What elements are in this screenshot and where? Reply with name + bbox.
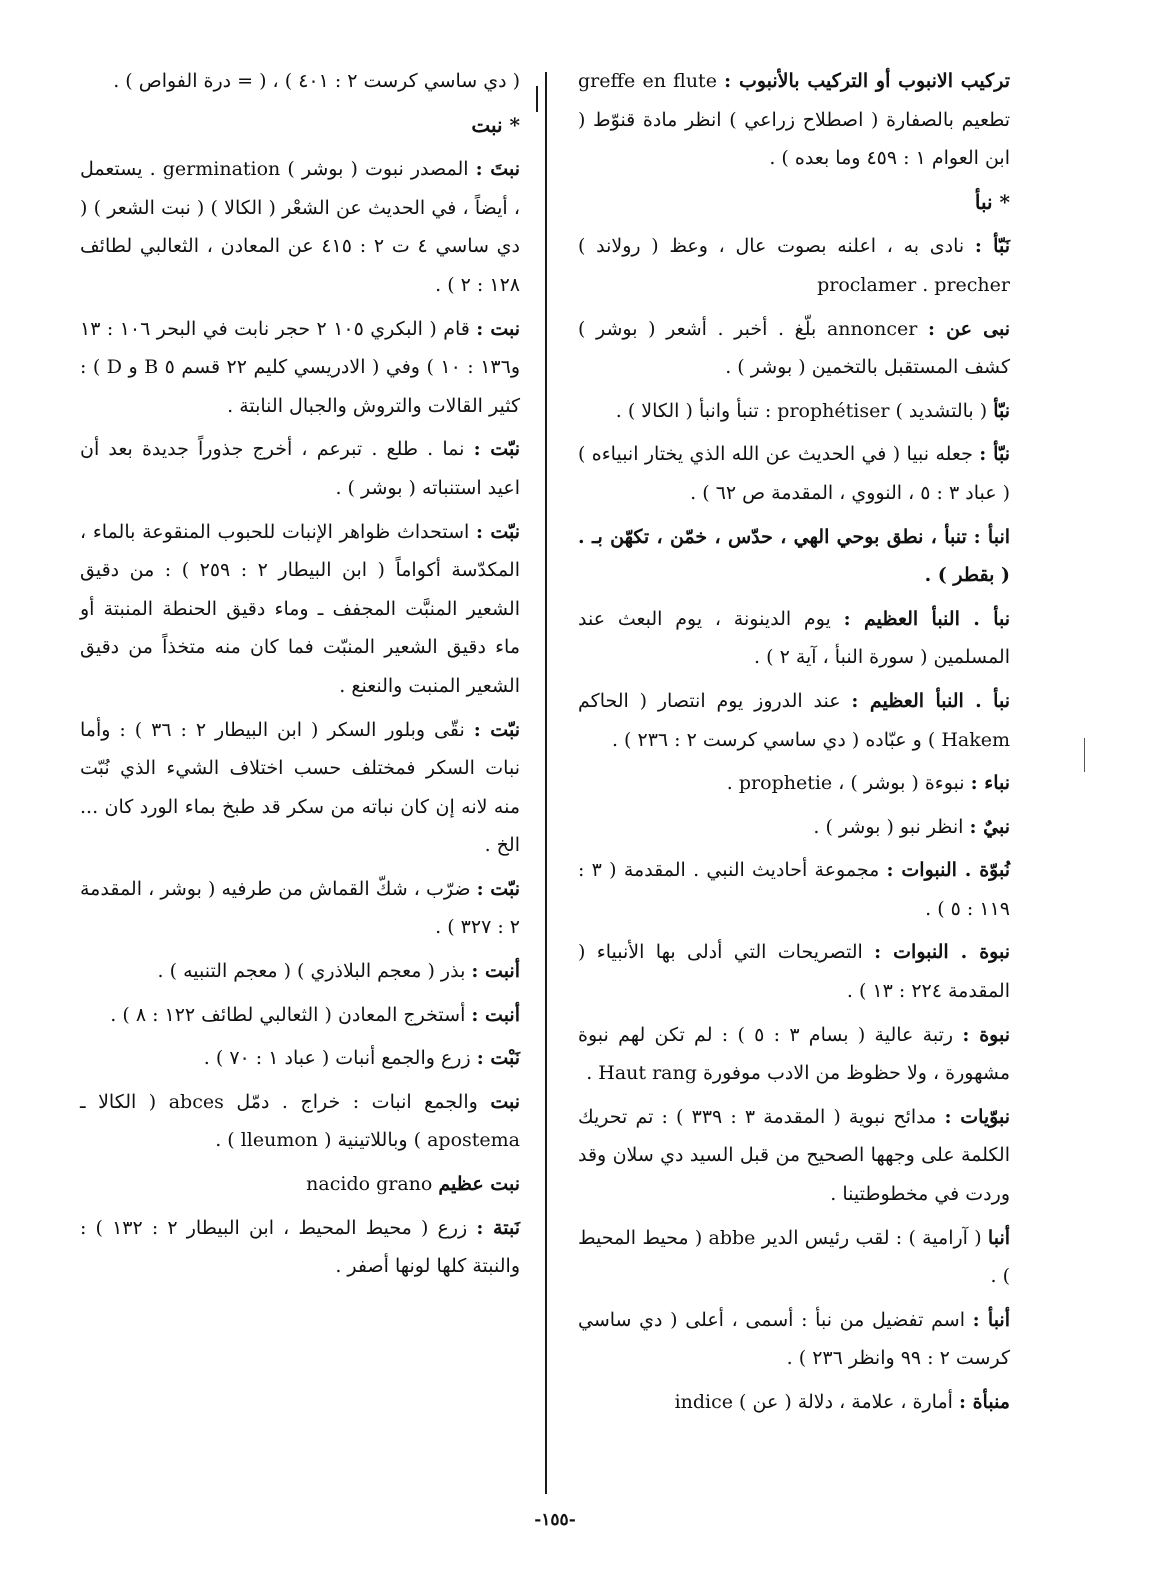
entry-definition: زرع ( محيط المحيط ، ابن البيطار ٢ : ١٣٢ ) : والنبتة كلها لونها أصفر . — [80, 1216, 520, 1278]
entry-headword: نبأ . النبأ العظيم : — [843, 607, 1011, 630]
right-column-entry — [578, 518, 1010, 595]
entry-headword: أنبت : — [471, 1003, 520, 1026]
entry-definition: ضرّب ، شكّ القماش من طرفيه ( بوشر ، المقدمة ٢ : ٣٢٧ ) . — [80, 877, 520, 939]
entry-headword: * نبت — [471, 112, 520, 137]
entry-headword: نبت : — [476, 317, 521, 340]
left-column-entry — [80, 996, 520, 1035]
right-column-entry — [578, 62, 1010, 178]
entry-definition: أمارة ، علامة ، دلالة ( عن ) indice — [674, 1391, 953, 1413]
entry-definition: نبوءة ( بوشر ) ، prophetie . — [726, 772, 965, 795]
entry-headword: نبّأ — [993, 399, 1010, 422]
entry-headword: أنبت : — [471, 960, 520, 983]
entry-headword: نبّأ : — [979, 443, 1010, 466]
entry-definition: nacido grano — [306, 1173, 433, 1196]
entry-definition: مجموعة أحاديث النبي . المقدمة ( ٣ : ١١٩ : ٥ ) . — [578, 859, 1010, 920]
entry-headword: نبّت : — [476, 520, 521, 543]
entry-definition: ( بالتشديد ) prophétiser : تنبأ وانبأ ( الكالا ) . — [615, 399, 988, 422]
divider-mark — [536, 86, 544, 112]
entry-headword: نبوة : — [962, 1023, 1010, 1046]
right-column-entry — [578, 1301, 1010, 1378]
entry-headword: نبتَ : — [475, 158, 520, 181]
entry-definition: قام ( البكري ١٠٥ ٢ حجر نابت في البحر ١٠٦ : ١٣ و١٣٦ : ١٠ ) وفي ( الادريسي كليم ٢٢ قسم ٥ B و D ) : كثير القالات والتروش والجبال النابتة . — [80, 317, 520, 417]
left-column-entry — [80, 952, 520, 991]
right-column-entry — [578, 1016, 1010, 1093]
left-column — [80, 62, 520, 1291]
left-column-entry — [80, 430, 520, 507]
right-column-entry — [578, 764, 1010, 803]
entry-definition: ( آرامية ) : لقب رئيس الدير abbe ( محيط المحيط ) . — [578, 1226, 1010, 1288]
entry-definition: أستخرج المعادن ( الثعالبي لطائف ١٢٢ : ٨ ) . — [110, 1003, 466, 1026]
entry-definition: greffe en flute تطعيم بالصفارة ( اصطلاح زراعي ) انظر مادة قنوّط ( ابن العوام ١ : ٤٥٩ وما بعده ) . — [578, 70, 1010, 170]
entry-headword: نَبْت : — [476, 1047, 520, 1070]
left-column-entry — [80, 150, 520, 304]
entry-headword: نبت عظيم — [438, 1173, 520, 1196]
entry-definition: عند الدروز يوم انتصار ( الحاكم Hakem ) و عبّاده ( دي ساسي كرست ٢ : ٢٣٦ ) . — [578, 689, 1010, 751]
left-column-entry — [80, 1209, 520, 1286]
left-column-entry — [80, 1165, 520, 1204]
right-column-entry — [578, 851, 1010, 928]
entry-headword: انبأ : — [973, 525, 1011, 548]
entry-headword: نَبّأ : — [974, 235, 1010, 258]
entry-definition: المصدر نبوت ( بوشر ) germination . يستعمل ، أيضاً ، في الحديث عن الشعْر ( الكالا ) ( نبت الشعر ) ( دي ساسي ٤ ت ٢ : ٤١٥ عن المعادن ، الثعالبي لطائف ١٢٨ : ٢ ) . — [80, 158, 520, 296]
entry-definition: رتبة عالية ( بسام ٣ : ٥ ) : لم تكن لهم نبوة مشهورة ، ولا حظوظ من الادب موفورة Haut rang . — [578, 1023, 1010, 1085]
right-column-entry — [578, 227, 1010, 304]
entry-headword: نبأ . النبأ العظيم : — [851, 689, 1010, 712]
entry-headword: نُبوّة . النبوات : — [886, 859, 1010, 882]
entry-headword: نباء : — [970, 772, 1010, 795]
entry-headword: نبت — [490, 1090, 520, 1113]
entry-headword: نَبتة : — [476, 1216, 520, 1239]
entry-definition: مدائح نبوية ( المقدمة ٣ : ٣٣٩ ) : تم تحريك الكلمة على وجهها الصحيح من قبل السيد دي سلان وقد وردت في مخطوطتينا . — [578, 1105, 1010, 1206]
left-column-entry — [80, 711, 520, 865]
right-column — [578, 62, 1010, 1427]
left-column-entry — [80, 310, 520, 426]
entry-headword: نبّت : — [473, 438, 520, 461]
right-column-entry — [578, 435, 1010, 512]
entry-definition: والجمع انبات : خراج . دمّل abces ( الكالا ـ apostema ) وباللاتينية ( lleumon ) . — [80, 1090, 520, 1152]
right-column-entry — [578, 392, 1010, 431]
entry-headword: نبوة . النبوات : — [874, 941, 1010, 964]
column-divider — [545, 72, 547, 1494]
right-column-entry — [578, 183, 1010, 223]
entry-definition: ( دي ساسي كرست ٢ : ٤٠١ ) ، ( = درة الفواص ) . — [113, 70, 520, 92]
entry-definition: اسم تفضيل من نبأ : أسمى ، أعلى ( دي ساسي كرست ٢ : ٩٩ وانظر ٢٣٦ ) . — [578, 1308, 1010, 1370]
margin-mark — [1084, 738, 1085, 772]
entry-headword: * نبأ — [974, 189, 1010, 214]
entry-definition: بذر ( معجم البلاذري ) ( معجم التنبيه ) . — [157, 960, 466, 983]
entry-definition: استحداث ظواهر الإنبات للحبوب المنقوعة بالماء ، المكدّسة أكواماً ( ابن البيطار ٢ : ٢٥٩ ) : من دقيق الشعير المنبَّت المجفف ـ وماء دقيق الحنطة المنبتة أو ماء دقيق الشعير المنبّت فما كان منه متخذاً من دقيق الشعير المنبت والنعنع . — [80, 520, 520, 697]
left-column-entry — [80, 106, 520, 146]
entry-definition: انظر نبو ( بوشر ) . — [813, 815, 964, 838]
right-column-entry — [578, 1219, 1010, 1296]
entry-definition: نما . طلع . تبرعم ، أخرج جذوراً جديدة بعد أن اعيد استنباته ( بوشر ) . — [80, 438, 520, 499]
entry-headword: أنبأ : — [972, 1308, 1011, 1331]
left-column-entry — [80, 1083, 520, 1160]
left-column-entry — [80, 1039, 520, 1078]
left-column-entry — [80, 62, 520, 101]
entry-headword: تركيب الانبوب أو التركيب بالأنبوب : — [724, 70, 1010, 92]
entry-headword: أنبا — [987, 1226, 1011, 1249]
entry-definition: نقّى وبلور السكر ( ابن البيطار ٢ : ٣٦ ) : وأما نبات السكر فمختلف حسب اختلاف الشيء الذي نُبّت منه لانه إن كان نباته من سكر قد طبخ بماء الورد كان ... الخ . — [80, 718, 520, 857]
entry-definition: التصريحات التي أدلى بها الأنبياء ( المقدمة ٢٢٤ : ١٣ ) . — [578, 941, 1010, 1003]
entry-definition: زرع والجمع أنبات ( عباد ١ : ٧٠ ) . — [203, 1047, 471, 1070]
entry-definition: تنبأ ، نطق بوحي الهي ، حدّس ، خمّن ، تكهّن بـ . ( بقطر ) . — [578, 525, 1010, 587]
entry-definition: annoncer بلّغ . أخبر . أشعر ( بوشر ) كشف المستقبل بالتخمين ( بوشر ) . — [578, 317, 1010, 379]
entry-headword: نبيٌ : — [969, 815, 1010, 838]
left-column-entry — [80, 870, 520, 947]
right-column-entry — [578, 1098, 1010, 1214]
entry-headword: نبّت : — [473, 718, 520, 741]
entry-headword: منبأة : — [958, 1391, 1010, 1413]
entry-definition: جعله نبيا ( في الحديث عن الله الذي يختار انبياءه ) ( عباد ٣ : ٥ ، النووي ، المقدمة ص ٦٢ ) . — [578, 443, 1010, 504]
right-column-entry — [578, 808, 1010, 847]
entry-definition: يوم الدينونة ، يوم البعث عند المسلمين ( سورة النبأ ، آية ٢ ) . — [578, 607, 1010, 669]
entry-headword: نبى عن : — [927, 317, 1010, 340]
page-number: -١٥٥- — [534, 1510, 576, 1530]
left-column-entry — [80, 513, 520, 706]
entry-definition: نادى به ، اعلنه بصوت عال ، وعظ ( رولاند ) proclamer . precher — [578, 235, 1010, 296]
right-column-entry — [578, 310, 1010, 387]
entry-headword: نبّت : — [476, 877, 520, 900]
entry-headword: نبوّيات : — [944, 1105, 1011, 1128]
right-column-entry — [578, 682, 1010, 759]
right-column-entry — [578, 600, 1010, 677]
right-column-entry — [578, 933, 1010, 1010]
right-column-entry — [578, 1383, 1010, 1422]
